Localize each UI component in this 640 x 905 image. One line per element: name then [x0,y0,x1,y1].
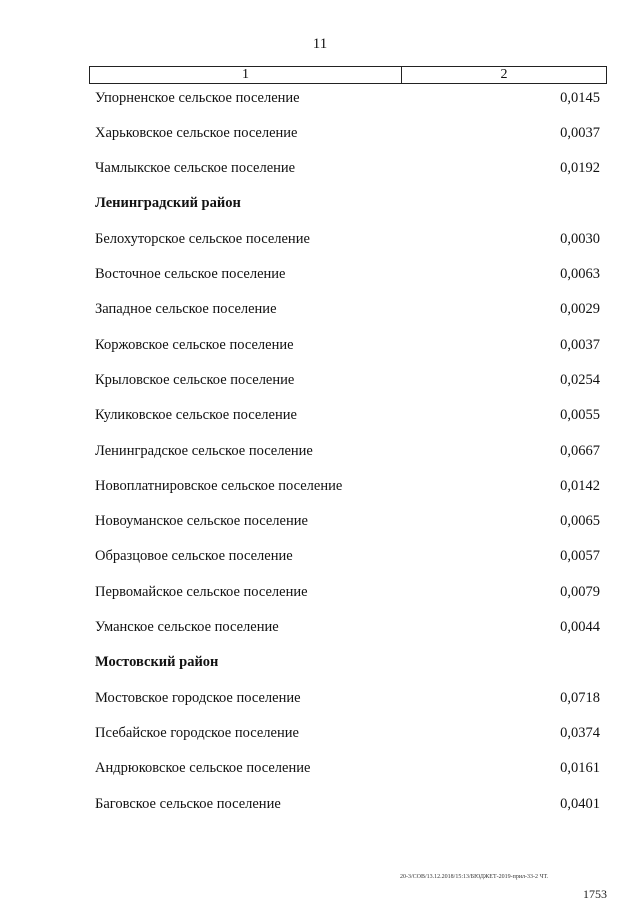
table-row [95,476,600,496]
row-value: 0,0667 [560,442,600,459]
header-col-1: 1 [90,67,402,83]
section-heading [95,653,600,673]
section-heading [95,194,600,214]
row-value: 0,0055 [560,407,600,424]
table-row [95,582,600,602]
row-name: Ленинградское сельское поселение [95,442,313,459]
row-value: 0,0044 [560,619,600,635]
row-value: 0,0161 [560,760,600,777]
row-value: 0,0065 [560,513,600,530]
row-value: 0,0254 [560,371,600,388]
table-row [95,618,600,638]
row-name: Новоуманское сельское поселение [95,513,308,530]
row-name: Андрюковское сельское поселение [95,760,311,777]
row-value: 0,0037 [560,336,600,353]
row-value: 0,0374 [560,724,600,741]
row-value: 0,0718 [560,689,600,706]
row-name: Мостовский район [95,654,219,671]
row-value: 0,0063 [560,266,600,282]
row-name: Новоплатнировское сельское поселение [95,477,343,494]
table-row [95,759,600,779]
page-number: 11 [312,36,328,52]
header-col-2: 2 [500,67,508,82]
table-row [95,512,600,532]
table-header [89,66,607,84]
row-value: 0,0145 [560,89,600,106]
table-row [95,406,600,426]
table-row [95,547,600,567]
row-name: Образцовое сельское поселение [95,548,293,565]
row-value: 0,0192 [560,160,600,177]
table-row [95,300,600,320]
footer-code: 20-3/СОВ/13.12.2018/15:13/БЮДЖЕТ-2019-прил-33-2 ЧТ. [400,874,549,880]
row-value: 0,0057 [560,548,600,565]
table-row [95,441,600,461]
row-name: Крыловское сельское поселение [95,371,295,388]
row-name: Западное сельское поселение [95,301,277,318]
table-row [95,688,600,708]
row-name: Упорненское сельское поселение [95,89,300,106]
row-name: Чамлыкское сельское поселение [95,160,296,177]
row-value: 0,0079 [560,583,600,600]
row-name: Харьковское сельское поселение [95,124,298,141]
row-value: 0,0030 [560,230,600,247]
row-name: Белохуторское сельское поселение [95,230,310,247]
table-row [95,265,600,285]
row-name: Мостовское городское поселение [95,689,301,706]
table-row [95,123,600,143]
row-name: Восточное сельское поселение [95,266,286,282]
row-value: 0,0029 [560,301,600,318]
row-value: 0,0037 [560,124,600,141]
table-row [95,88,600,108]
row-name: Уманское сельское поселение [95,619,279,635]
row-name: Ленинградский район [95,195,241,212]
table-row [95,370,600,390]
row-name: Первомайское сельское поселение [95,583,308,600]
table-row [95,229,600,249]
table-row [95,794,600,814]
row-name: Баговское сельское поселение [95,795,281,812]
row-value: 0,0142 [560,477,600,494]
row-value: 0,0401 [560,795,600,812]
table-row [95,723,600,743]
row-name: Куликовское сельское поселение [95,407,297,424]
row-name: Коржовское сельское поселение [95,336,294,353]
table-row [95,335,600,355]
table-row [95,159,600,179]
stamp-number: 1753 [583,887,607,901]
row-name: Псебайское городское поселение [95,724,299,741]
